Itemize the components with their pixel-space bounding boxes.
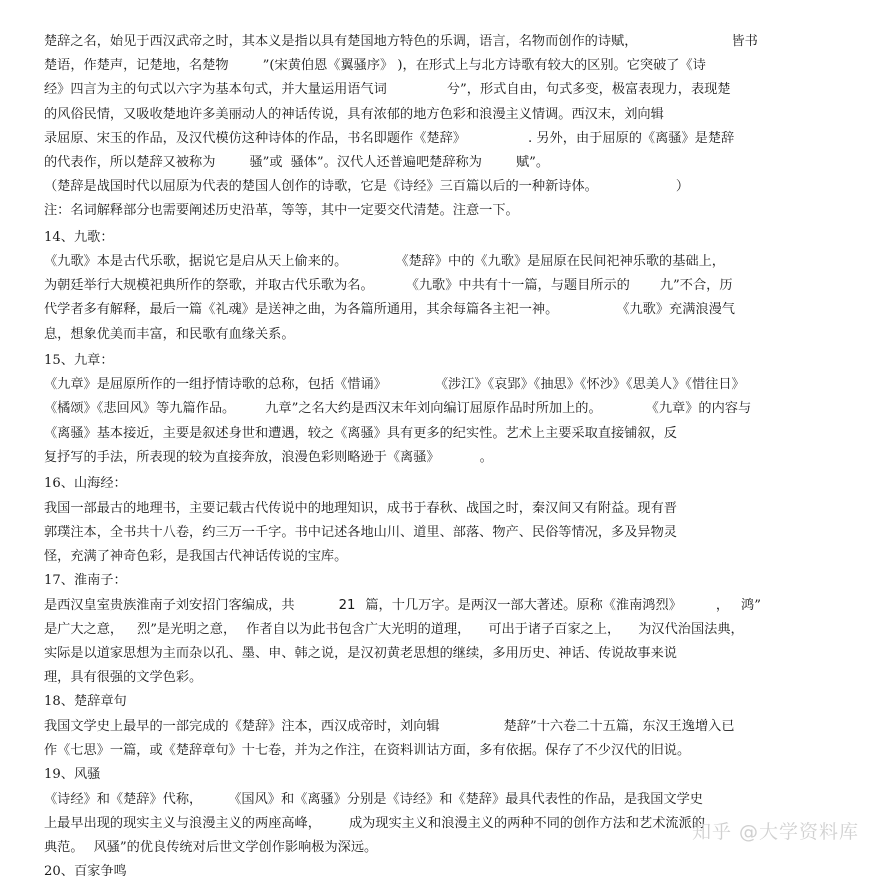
text-run: 怪，充满了神奇色彩，是我国古代神话传说的宝库。 [44,548,348,564]
text-line [44,298,844,322]
watermark: 知乎 @大学资料库 [691,821,859,843]
text-line [44,78,844,102]
text-run: 经》四言为主的句式以六字为基本句式，并大量运用语气词 [44,82,387,98]
text-run: . 另外，由于屈原的《离骚》是楚辞 [528,130,735,146]
text-run: 《九歌》充满浪漫气 [616,302,735,318]
text-line [44,788,844,812]
text-run: 烈”是光明之意， [137,621,237,637]
text-line [44,497,844,521]
text-run: 楚语，作楚声，记楚地，名楚物 [44,58,229,74]
text-run: 《诗经》和《楚辞》代称， [44,791,203,807]
text-run: 《九歌》中共有十一篇，与题目所示的 [405,278,630,294]
text-run: 《九章》是屈原所作的一组抒情诗歌的总称，包括《惜诵》 [44,377,387,393]
text-line [44,594,844,618]
text-line [44,397,844,421]
text-line [44,666,844,690]
document-body [44,30,844,885]
text-line [44,30,844,54]
section-heading: 14、九歌： [44,229,114,245]
text-run: 《橘颂》《悲回风》等九篇作品。 [44,401,236,417]
text-line [44,274,844,298]
text-line [44,54,844,78]
text-run: 我国一部最古的地理书，主要记载古代传说中的地理知识，成书于春秋、战国之时，秦汉间又有附益。现有晋 [44,500,677,516]
note-line [44,199,844,223]
section-heading: 17、淮南子： [44,573,127,589]
text-run: 皆书 [731,34,758,49]
text-run: 21 [338,597,356,613]
text-run: 风骚”的优良传统对后世文学创作影响极为深远。 [93,840,378,856]
text-run: 骚”或 [249,154,283,170]
text-run: ”(宋黄伯恩《翼骚序》 )，在形式上与北方诗歌有较大的区别。它突破了《诗 [262,58,706,74]
section-heading: 19、风骚 [44,767,101,783]
text-run: 可出于诸子百家之上， [488,621,621,637]
text-run: 兮”，形式自由，句式多变，极富表现力，表现楚 [446,82,731,98]
text-run: 理，具有很强的文学色彩。 [44,670,203,686]
text-run: 为汉代治国法典， [638,621,744,637]
text-run: 典范。 [44,840,84,856]
text-line [44,739,844,763]
text-line [44,545,844,569]
text-run: （楚辞是战国时代以屈原为代表的楚国人创作的诗歌，它是《诗经》三百篇以后的一种新诗体。 [44,179,598,195]
text-line [44,175,844,199]
text-line [44,151,844,175]
text-run: ） [675,179,690,195]
text-line [44,250,844,274]
text-line [44,446,844,470]
text-run: 实际是以道家思想为主而杂以孔、墨、申、韩之说，是汉初黄老思想的继续，多用历史、神话、传说故事来说 [44,645,677,661]
text-run: 息，想象优美而丰富，和民歌有血缘关系。 [44,326,295,342]
text-line [44,618,844,642]
text-run: 《离骚》基本接近，主要是叙述身世和遭遇，较之《离骚》具有更多的纪实性。艺术上主要采取直接铺叙，反 [44,425,677,441]
text-line [44,422,844,446]
text-run: 九”不合，历 [659,278,733,294]
text-run: 上最早出现的现实主义与浪漫主义的两座高峰， [44,815,321,831]
text-line [44,373,844,397]
text-run: 郭璞注本，全书共十八卷，约三万一千字。书中记述各地山川、道里、部落、物产、民俗等情况，多及异物灵 [44,524,677,540]
text-line [44,323,844,347]
text-run: 楚辞之名，始见于西汉武帝之时，其本义是指以具有楚国地方特色的乐调，语言，名物而创作的诗赋， [44,34,638,49]
text-run: 。 [479,449,493,465]
section-heading: 20、百家争鸣 [44,864,127,880]
text-run: 我国文学史上最早的一部完成的《楚辞》注本，西汉成帝时，刘向辑 [44,718,440,734]
section-heading: 16、山海经： [44,476,127,491]
section-heading: 15、九章： [44,352,114,368]
text-run: 《国风》和《离骚》分别是《诗经》和《楚辞》最具代表性的作品，是我国文学史 [228,791,703,807]
text-run: 复抒写的手法，所表现的较为直接奔放，浪漫色彩则略逊于《离骚》 [44,449,440,465]
text-run: 录屈原、宋玉的作品，及汉代模仿这种诗体的作品，书名即题作《楚辞》 [44,130,466,146]
text-run: 成为现实主义和浪漫主义的两种不同的创作方法和艺术流派的 [348,815,705,831]
text-run: 是广大之意， [44,621,124,637]
text-line [44,521,844,545]
text-run: 是西汉皇室贵族淮南子刘安招门客编成，共 [44,597,295,613]
text-line [44,103,844,127]
text-line [44,715,844,739]
text-run: 《九章》的内容与 [645,401,752,417]
text-run: 为朝廷举行大规模祀典所作的祭歌，并取古代乐歌为名。 [44,278,374,294]
text-run: 作者自以为此书包含广大光明的道理， [246,621,471,637]
text-run: 赋”。 [515,154,550,170]
text-run: ， [715,597,730,613]
text-run: 骚体”。汉代人还普遍吧楚辞称为 [290,154,482,170]
text-run: 代学者多有解释，最后一篇《礼魂》是送神之曲，为各篇所通用，其余每篇各主祀一神。 [44,302,559,318]
text-run: 注：名词解释部分也需要阐述历史沿革，等等，其中一定要交代清楚。注意一下。 [44,203,519,219]
text-run: 九章”之名大约是西汉末年刘向编订屈原作品时所加上的。 [265,401,602,417]
text-line [44,127,844,151]
text-line [44,642,844,666]
text-run: 的风俗民情，又吸收楚地许多美丽动人的神话传说，具有浓郁的地方色彩和浪漫主义情调。西汉末，刘向辑 [44,106,664,122]
section-heading: 18、楚辞章句 [44,694,127,710]
text-run: 作《七思》一篇，或《楚辞章句》十七卷，并为之作注，在资料训诂方面，多有依据。保存了不少汉代的旧说。 [44,743,691,758]
text-run: 《涉江》《哀郢》《抽思》《怀沙》《思美人》《惜往日》 [434,377,745,393]
text-run: 篇，十几万字。是两汉一部大著述。原称《淮南鸿烈》 [365,597,682,613]
text-run: 的代表作，所以楚辞又被称为 [44,154,216,170]
text-run: 鸿” [741,597,761,613]
text-run: 《九歌》本是古代乐歌，据说它是启从天上偷来的。 [44,254,348,269]
text-run: 《楚辞》中的《九歌》是屈原在民间祀神乐歌的基础上， [395,254,725,269]
text-run: 楚辞”十六卷二十五篇，东汉王逸增入已 [503,718,735,734]
